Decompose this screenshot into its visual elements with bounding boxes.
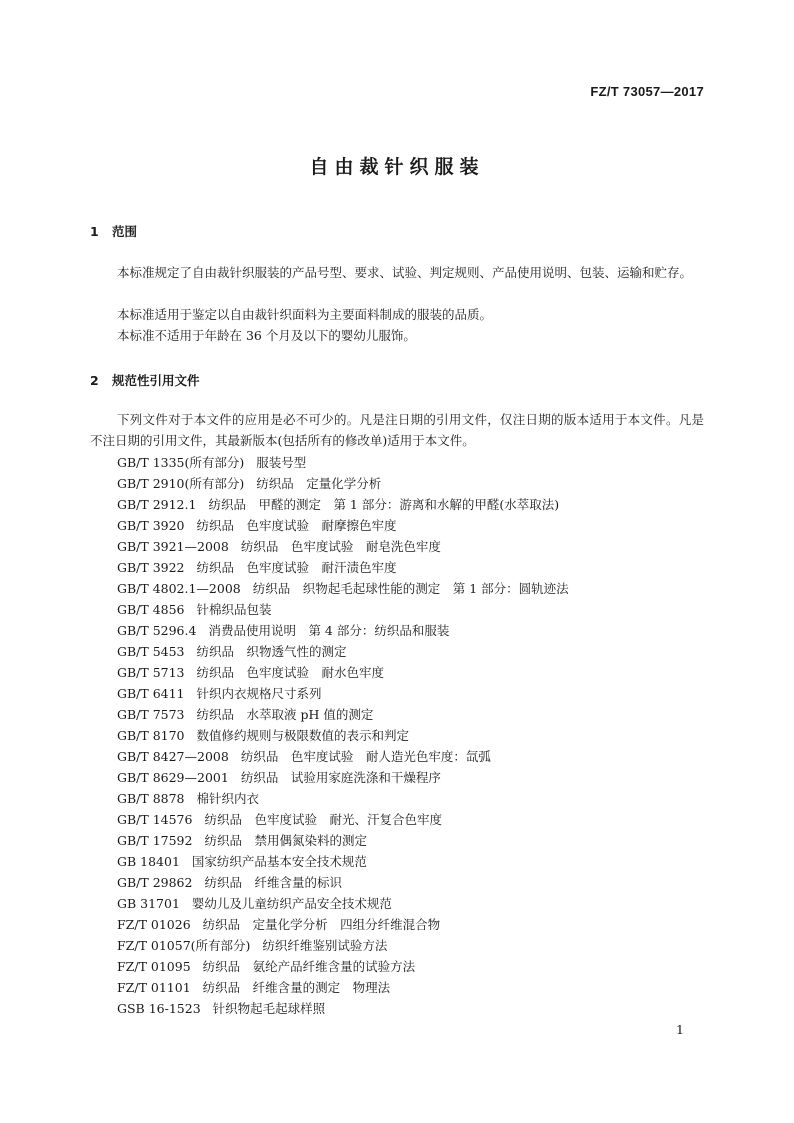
- paragraph: 本标准不适用于年龄在 36 个月及以下的婴幼儿服饰。: [117, 328, 416, 343]
- section-title: 范围: [112, 224, 138, 239]
- reference-item: [117, 599, 569, 620]
- reference-title: 纺织品 色牢度试验 耐水色牢度: [196, 665, 385, 680]
- reference-item: [117, 851, 569, 872]
- reference-title: 针棉织品包装: [196, 602, 272, 617]
- reference-item: [117, 452, 569, 473]
- reference-title: 纺织品 试验用家庭洗涤和干燥程序: [240, 770, 441, 785]
- section-number: 1: [90, 224, 99, 239]
- reference-code: GB/T 3921—2008: [117, 539, 229, 554]
- reference-title: 纺织品 甲醛的测定 第 1 部分：游离和水解的甲醛(水萃取法): [208, 497, 560, 512]
- document-title: 自由裁针织服装: [309, 156, 485, 178]
- reference-title: 国家纺织产品基本安全技术规范: [191, 854, 367, 869]
- reference-code: GB/T 4856: [117, 602, 185, 617]
- section-heading-scope: [90, 222, 137, 240]
- reference-item: [117, 515, 569, 536]
- reference-item: [117, 473, 569, 494]
- reference-title: 纺织品 色牢度试验 耐光、汗复合色牢度: [204, 812, 442, 827]
- reference-item: [117, 620, 569, 641]
- reference-code: GB/T 5453: [117, 644, 185, 659]
- reference-title: 纺织品 色牢度试验 耐皂洗色牢度: [240, 539, 441, 554]
- paragraph: 本标准适用于鉴定以自由裁针织面料为主要面料制成的服装的品质。: [117, 307, 493, 322]
- reference-title: 婴幼儿及儿童纺织产品安全技术规范: [191, 896, 392, 911]
- reference-code: GB/T 2910(所有部分): [117, 476, 245, 491]
- reference-code: GB/T 7573: [117, 707, 185, 722]
- reference-title: 纺织品 色牢度试验 耐汗渍色牢度: [196, 560, 397, 575]
- reference-code: GB 31701: [117, 896, 180, 911]
- reference-item: [117, 956, 569, 977]
- reference-code: GB/T 4802.1—2008: [117, 581, 241, 596]
- reference-code: GSB 16-1523: [117, 1001, 201, 1016]
- reference-title: 纺织品 织物透气性的测定: [196, 644, 347, 659]
- reference-item: [117, 977, 569, 998]
- reference-item: [117, 683, 569, 704]
- reference-title: 服装号型: [256, 455, 307, 470]
- reference-item: [117, 641, 569, 662]
- reference-code: GB/T 3922: [117, 560, 185, 575]
- reference-title: 纺织品 色牢度试验 耐摩擦色牢度: [196, 518, 397, 533]
- reference-item: [117, 809, 569, 830]
- reference-item: [117, 998, 569, 1019]
- reference-title: 纺织品 定量化学分析: [256, 476, 382, 491]
- reference-code: GB/T 2912.1: [117, 497, 197, 512]
- reference-code: FZ/T 01026: [117, 917, 191, 932]
- reference-title: 消费品使用说明 第 4 部分：纺织品和服装: [208, 623, 450, 638]
- section-number: 2: [90, 373, 99, 388]
- reference-code: FZ/T 01057(所有部分): [117, 938, 251, 953]
- reference-title: 纺织纤维鉴别试验方法: [262, 938, 388, 953]
- page-number: 1: [676, 1022, 684, 1037]
- reference-item: [117, 557, 569, 578]
- paragraph: 下列文件对于本文件的应用是必不可少的。凡是注日期的引用文件，仅注日期的版本适用于本文件。凡是不注日期的引用文件，其最新版本(包括所有的修改单)适用于本文件。: [90, 412, 704, 448]
- reference-code: GB/T 14576: [117, 812, 193, 827]
- reference-title: 纺织品 定量化学分析 四组分纤维混合物: [202, 917, 441, 932]
- reference-item: [117, 746, 569, 767]
- section-heading-normative-references: [90, 371, 200, 389]
- reference-title: 棉针织内衣: [196, 791, 260, 806]
- reference-code: FZ/T 01101: [117, 980, 191, 995]
- reference-title: 针织内衣规格尺寸系列: [196, 686, 322, 701]
- standard-code: FZ/T 73057—2017: [590, 84, 704, 99]
- reference-code: GB/T 17592: [117, 833, 193, 848]
- reference-code: GB/T 5296.4: [117, 623, 197, 638]
- reference-title: 纺织品 水萃取液 pH 值的测定: [196, 707, 374, 722]
- reference-code: GB/T 8170: [117, 728, 185, 743]
- reference-item: [117, 935, 569, 956]
- reference-code: GB 18401: [117, 854, 180, 869]
- reference-code: GB/T 8878: [117, 791, 185, 806]
- reference-code: GB/T 1335(所有部分): [117, 455, 245, 470]
- reference-item: [117, 662, 569, 683]
- reference-item: [117, 872, 569, 893]
- section-title: 规范性引用文件: [112, 373, 200, 388]
- reference-item: [117, 914, 569, 935]
- paragraph: 本标准规定了自由裁针织服装的产品号型、要求、试验、判定规则、产品使用说明、包装、运输和贮存。: [117, 265, 693, 280]
- reference-title: 纺织品 纤维含量的测定 物理法: [202, 980, 391, 995]
- reference-title: 纺织品 色牢度试验 耐人造光色牢度：氙弧: [240, 749, 491, 764]
- reference-code: GB/T 3920: [117, 518, 185, 533]
- reference-code: FZ/T 01095: [117, 959, 191, 974]
- reference-item: [117, 725, 569, 746]
- reference-item: [117, 893, 569, 914]
- reference-item: [117, 578, 569, 599]
- reference-item: [117, 830, 569, 851]
- reference-item: [117, 767, 569, 788]
- reference-title: 纺织品 纤维含量的标识: [204, 875, 342, 890]
- reference-item: [117, 788, 569, 809]
- reference-item: [117, 704, 569, 725]
- reference-item: [117, 494, 569, 515]
- reference-code: GB/T 8629—2001: [117, 770, 229, 785]
- reference-item: [117, 536, 569, 557]
- reference-code: GB/T 8427—2008: [117, 749, 229, 764]
- reference-title: 纺织品 织物起毛起球性能的测定 第 1 部分：圆轨迹法: [252, 581, 569, 596]
- reference-title: 纺织品 氨纶产品纤维含量的试验方法: [202, 959, 416, 974]
- reference-code: GB/T 29862: [117, 875, 193, 890]
- reference-title: 数值修约规则与极限数值的表示和判定: [196, 728, 410, 743]
- reference-list: [117, 452, 569, 1019]
- reference-code: GB/T 5713: [117, 665, 185, 680]
- reference-title: 纺织品 禁用偶氮染料的测定: [204, 833, 367, 848]
- reference-title: 针织物起毛起球样照: [212, 1001, 326, 1016]
- reference-code: GB/T 6411: [117, 686, 185, 701]
